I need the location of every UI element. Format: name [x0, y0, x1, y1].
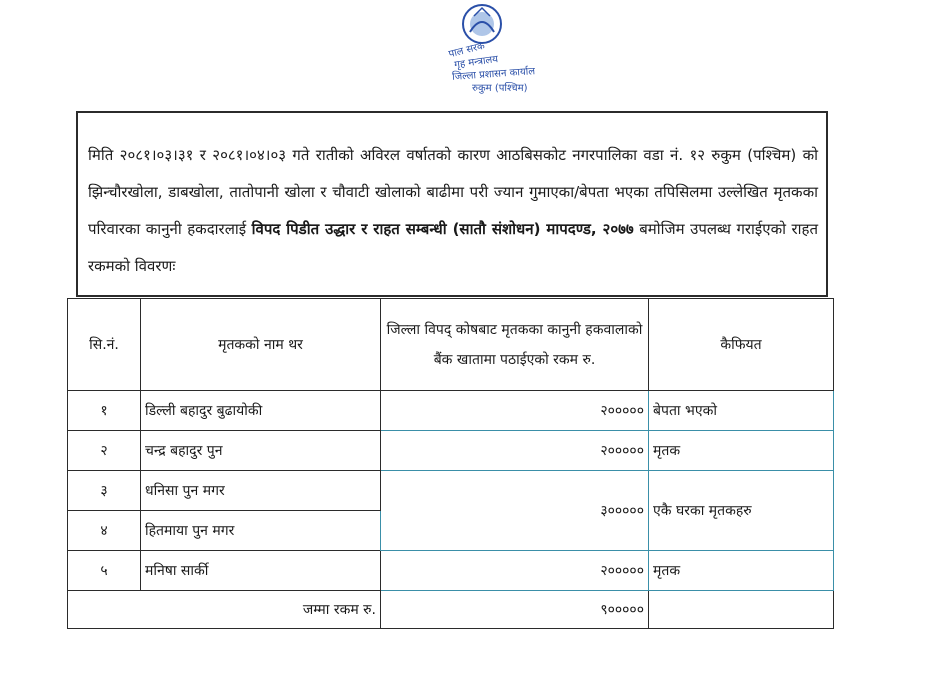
cell-remarks: मृतक [649, 431, 834, 471]
notice-text [88, 137, 818, 285]
header-name: मृतकको नाम थर [141, 299, 381, 391]
cell-remarks: एकै घरका मृतकहरु [649, 471, 834, 551]
total-amount: ९००००० [381, 591, 649, 629]
cell-serial: ५ [68, 551, 141, 591]
cell-serial: ३ [68, 471, 141, 511]
total-row [68, 591, 834, 629]
cell-amount: २००००० [381, 391, 649, 431]
relief-table [67, 298, 834, 629]
emblem-text-line4: रुकुम (पश्चिम) [472, 83, 528, 94]
table-row [68, 431, 834, 471]
cell-remarks: बेपता भएको [649, 391, 834, 431]
cell-remarks: मृतक [649, 551, 834, 591]
emblem-text-line3: जिल्ला प्रशासन कार्याल [451, 66, 536, 83]
table-header-row [68, 299, 834, 391]
notice-text-part1: मिति २०८१।०३।३१ र २०८१।०४।०३ गते रातीको अविरल वर्षातको कारण आठबिसकोट नगरपालिका वडा नं. १२ रुकुम (पश्चिम) को झिन्चौरखोला, डाबखोला, तातोपानी खोला र चौवाटी खोलाको बाढीमा परी ज्यान गुमाएका/बेपता भएका तपिसिलमा उल्लेखित मृतकका परिवारका कानुनी हकदारलाई [88, 146, 818, 238]
cell-amount: २००००० [381, 551, 649, 591]
table-row [68, 551, 834, 591]
cell-amount: ३००००० [381, 471, 649, 551]
notice-text-part2: बमोजिम उपलब्ध गराईएको राहत रकमको विवरणः [88, 220, 818, 275]
header-remarks: कैफियत [649, 299, 834, 391]
total-remarks [649, 591, 834, 629]
total-label: जम्मा रकम रु. [68, 591, 381, 629]
cell-name: डिल्ली बहादुर बुढायोकी [141, 391, 381, 431]
cell-serial: १ [68, 391, 141, 431]
cell-serial: २ [68, 431, 141, 471]
emblem-text-line2: गृह मन्त्रालय [453, 53, 499, 71]
table-row [68, 391, 834, 431]
header-serial: सि.नं. [68, 299, 141, 391]
cell-name: हितमाया पुन मगर [141, 511, 381, 551]
cell-amount: २००००० [381, 431, 649, 471]
header-amount: जिल्ला विपद् कोषबाट मृतकका कानुनी हकवालाको बैंक खातामा पठाईएको रकम रु. [381, 299, 649, 391]
cell-serial: ४ [68, 511, 141, 551]
government-emblem [432, 2, 542, 98]
cell-name: मनिषा सार्की [141, 551, 381, 591]
emblem-text-line1: पाल सरक [447, 40, 486, 61]
cell-name: धनिसा पुन मगर [141, 471, 381, 511]
table-row [68, 471, 834, 511]
cell-name: चन्द्र बहादुर पुन [141, 431, 381, 471]
notice-box [76, 111, 828, 297]
notice-bold-text: विपद पिडीत उद्धार र राहत सम्बन्धी (सातौ संशोधन) मापदण्ड, २०७७ [251, 220, 634, 238]
